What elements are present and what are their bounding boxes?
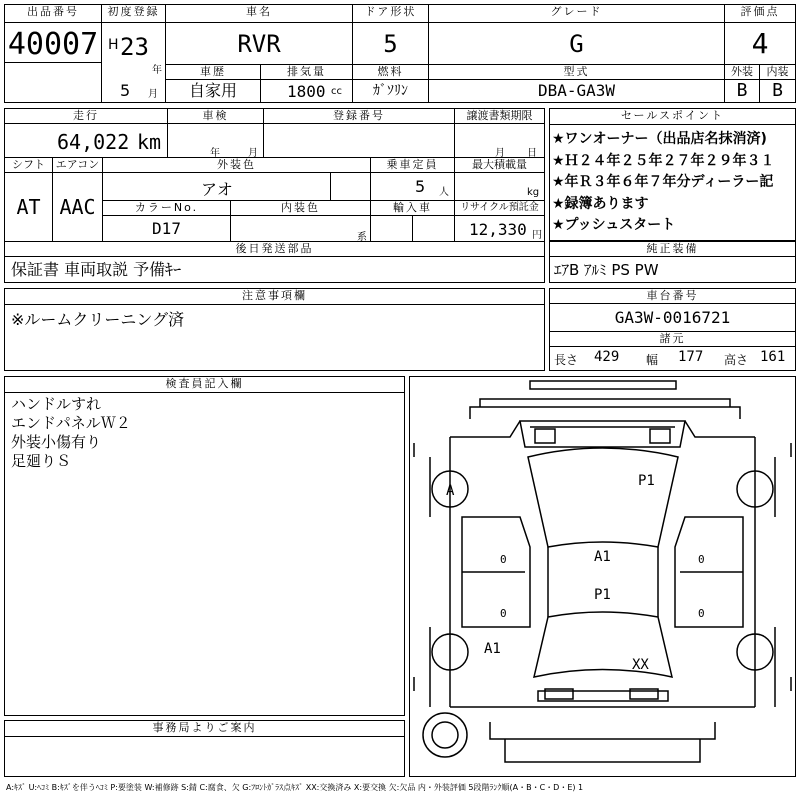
inspector-block [4, 376, 405, 716]
mileage: 64,022 [57, 130, 130, 154]
sales-point-line: ★Ｈ２４年２５年２７年２９年３１ [552, 152, 775, 169]
inspector-line: 足廻りＳ [11, 452, 72, 470]
transfer-day-unit: 日 [527, 148, 537, 159]
max-load-label: 最大積載量 [455, 158, 544, 173]
sales-points-label: セールスポイント [550, 109, 795, 125]
chassis-no: GA3W-0016721 [550, 304, 795, 332]
shift-label: シフト [5, 158, 53, 173]
chassis-label: 車台番号 [550, 289, 795, 304]
exterior-label: 外装 [725, 65, 760, 80]
model: DBA-GA3W [429, 80, 725, 102]
fuel: ｶﾞｿﾘﾝ [353, 80, 429, 102]
inspector-line: エンドパネルＷ２ [11, 414, 131, 432]
capacity-label: 乗車定員 [371, 158, 455, 173]
width-label: 幅 [646, 353, 659, 367]
equipment-block [549, 241, 796, 283]
sales-points-block [549, 108, 796, 241]
transfer-cell [455, 124, 544, 158]
length-label: 長さ [554, 353, 579, 367]
int-color-label: 内装色 [231, 201, 371, 216]
score-label: 評価点 [725, 5, 795, 23]
height: 161 [760, 349, 786, 365]
max-load-cell [455, 173, 544, 201]
transfer-label: 譲渡書類期限 [455, 109, 544, 124]
recycle-unit: 円 [532, 230, 542, 241]
inspector-line: ハンドルすれ [11, 395, 102, 413]
capacity-cell [371, 173, 455, 201]
exterior: B [725, 80, 760, 102]
door-label: ドア形状 [353, 5, 429, 23]
grade-label: グレード [429, 5, 725, 23]
height-label: 高さ [724, 353, 749, 367]
displacement-unit: cc [331, 86, 342, 97]
color-no: D17 [103, 216, 231, 242]
import-label: 輸入車 [371, 201, 455, 216]
lot-no: 40007 [7, 27, 99, 62]
damage-mark: A [446, 483, 455, 499]
fuel-label: 燃料 [353, 65, 429, 80]
ext-color-label: 外装色 [103, 158, 371, 173]
sales-point-line: ★録簿あります [552, 195, 649, 212]
car-outline-svg [410, 377, 795, 776]
chassis-block [549, 288, 796, 371]
lot-no-cell [5, 23, 102, 102]
sales-point-line: ★プッシュスタート [552, 217, 676, 233]
reg-year-unit: 年 [152, 65, 162, 76]
recycle: 12,330 [469, 220, 527, 239]
later-parts-label: 後日発送部品 [5, 242, 544, 257]
ac-label: エアコン [53, 158, 103, 173]
history-label: 車歴 [166, 65, 261, 80]
inspection-label: 車検 [168, 109, 264, 124]
recycle-label: リサイクル預託金 [455, 201, 544, 216]
interior-label: 内装 [760, 65, 795, 80]
mileage-cell [5, 124, 168, 158]
inspector-label: 検査員記入欄 [5, 377, 404, 393]
detail-block [4, 108, 545, 283]
displacement-cell [261, 80, 353, 102]
ext-color-cell [103, 173, 371, 201]
mileage-unit: km [137, 130, 162, 154]
zero-mark: 0 [698, 553, 705, 566]
sales-points-list [552, 129, 794, 237]
length: 429 [594, 349, 620, 365]
width: 177 [678, 349, 704, 365]
first-reg-cell [102, 23, 166, 102]
legend: A:ｷｽﾞ U:ﾍｺﾐ B:ｷｽﾞを伴うﾍｺﾐ P:要塗装 W:補修跡 S:錆 C:腐食、欠 G:ﾌﾛﾝﾄｶﾞﾗｽ点ｷｽﾞ XX:交換済み X:要交換 欠:欠品 内・外装評価 5段階ﾗﾝｸ順(A・B・C・D・E) 1 [6, 783, 584, 792]
inspector-line: 外装小傷有り [11, 433, 102, 451]
mileage-label: 走行 [5, 109, 168, 124]
lot-no-label: 出品番号 [5, 5, 102, 23]
reg-year: 23 [120, 33, 149, 61]
max-load-unit: kg [527, 187, 540, 198]
capacity-unit: 人 [439, 187, 449, 198]
int-color-unit: 系 [357, 232, 367, 243]
car-name-label: 車名 [166, 5, 353, 23]
car-diagram [409, 376, 796, 777]
transfer-month-unit: 月 [495, 148, 505, 159]
first-reg-label: 初度登録 [102, 5, 166, 23]
dims-label: 諸元 [550, 332, 795, 347]
displacement: 1800 [287, 82, 326, 101]
top-block [4, 4, 796, 103]
equipment-label: 純正装備 [550, 242, 795, 257]
reg-month: 5 [120, 81, 131, 100]
caution-block [4, 288, 545, 371]
zero-mark: 0 [500, 553, 507, 566]
damage-mark: P1 [638, 473, 655, 489]
caution: ※ルームクリーニング済 [11, 311, 185, 329]
dims-row [550, 347, 795, 370]
equipment: ｴｱB ｱﾙﾐ PS PW [554, 261, 659, 279]
capacity: 5 [415, 177, 426, 196]
displacement-label: 排気量 [261, 65, 353, 80]
color-no-label: カラーNo. [103, 201, 231, 216]
inspection-month-unit: 月 [248, 148, 258, 159]
later-parts: 保証書 車両取説 予備ｷｰ [11, 261, 182, 279]
damage-mark: XX [632, 657, 649, 673]
reg-no-cell [264, 124, 455, 158]
sales-point-line: ★ワンオーナー（出品店名抹消済) [552, 131, 767, 147]
ac: AAC [53, 173, 103, 242]
import-cell [371, 216, 455, 242]
damage-mark: A1 [484, 641, 501, 657]
recycle-cell [455, 216, 544, 242]
zero-mark: 0 [698, 607, 705, 620]
damage-mark: P1 [594, 587, 611, 603]
office-label: 事務局よりご案内 [5, 721, 404, 737]
zero-mark: 0 [500, 607, 507, 620]
reg-month-unit: 月 [148, 89, 158, 100]
caution-label: 注意事項欄 [5, 289, 544, 305]
history: 自家用 [166, 80, 261, 102]
office-block [4, 720, 405, 777]
car-name: RVR [166, 23, 353, 65]
inspection-cell [168, 124, 264, 158]
int-color-cell [231, 216, 371, 242]
door: 5 [353, 23, 429, 65]
damage-mark: A1 [594, 549, 611, 565]
grade: G [429, 23, 725, 65]
sales-point-line: ★年Ｒ３年６年７年分ディーラー記 [552, 174, 774, 190]
interior: B [772, 80, 783, 101]
model-label: 型式 [429, 65, 725, 80]
shift: AT [5, 173, 53, 242]
ext-color: アオ [201, 180, 233, 199]
score: 4 [725, 23, 795, 65]
inspection-year-unit: 年 [210, 148, 220, 159]
era: H [108, 37, 119, 53]
reg-no-label: 登録番号 [264, 109, 455, 124]
inspector-notes [11, 395, 131, 471]
